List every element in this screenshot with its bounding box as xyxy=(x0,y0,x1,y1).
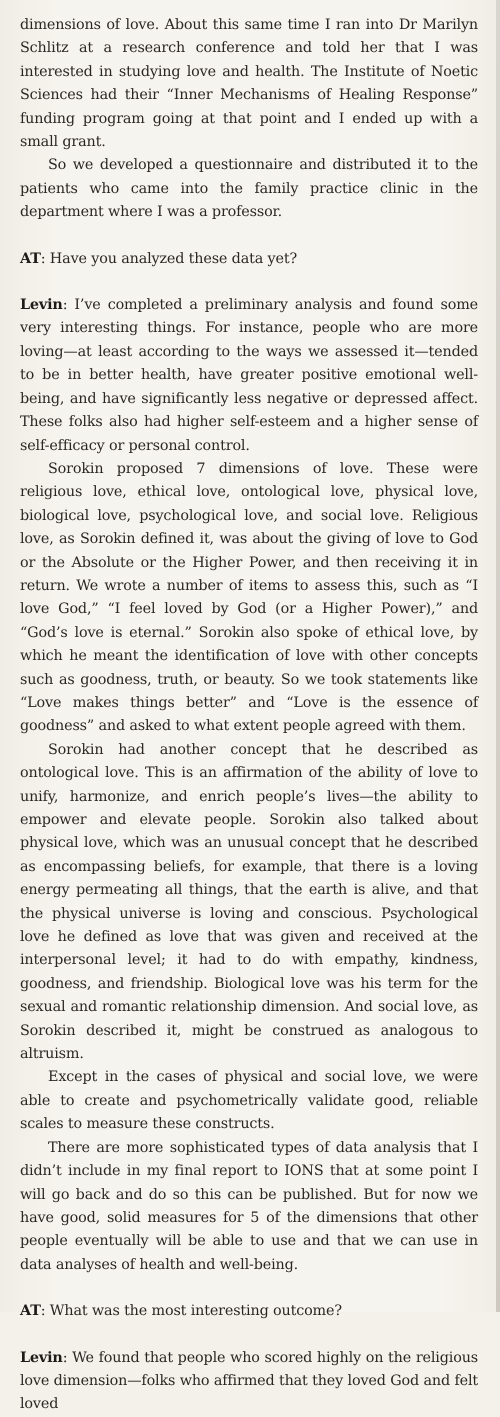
paragraph-1-text: dimensions of love. About this same time I ran into Dr Marilyn Schlitz at a research conference and told her that I was interested in studying love and health. The Institute of Noetic Sciences had their “Inner Mechanisms of Healing Response” funding program going at that point and I ended up with a small grant. xyxy=(20,17,478,151)
paragraph-2-text: So we developed a questionnaire and distributed it to the patients who came into the family practice clinic in the department where I was a professor. xyxy=(20,157,478,221)
paragraph-scales-text: Except in the cases of physical and social love, we were able to create and psychometrically validate good, reliable scales to measure these constructs. xyxy=(20,1069,478,1133)
paragraph-sorokin-dimensions xyxy=(20,458,478,739)
page-edge-divider xyxy=(496,0,500,1312)
speaker-levin: Levin xyxy=(20,1349,63,1366)
speaker-interviewer: AT xyxy=(20,1303,41,1320)
speaker-levin: Levin xyxy=(20,297,63,314)
paragraph-sorokin-dimensions-text: Sorokin proposed 7 dimensions of love. These were religious love, ethical love, ontological love, physical love, biological love, psychological love, and social love. Religious love, as Sorokin defined it, was about the giving of love to God or the Absolute or the Higher Power, and then receiving it in return. We wrote a number of items to assess this, such as “I love God,” “I feel loved by God (or a Higher Power),” and “God’s love is eternal.” Sorokin also spoke of ethical love, by which he meant the identification of love with other concepts such as goodness, truth, or beauty. So we took statements like “Love makes things better” and “Love is the essence of goodness” and asked to what extent people agreed with them. xyxy=(20,460,478,735)
paragraph-ontological-love-text: Sorokin had another concept that he described as ontological love. This is an affirmation of the ability of love to unify, harmonize, and enrich people’s lives—the ability to empower and elevate people. Sorokin also talked about physical love, which was an unusual concept that he described as encompassing beliefs, for example, that there is a loving energy permeating all things, that the earth is alive, and that the physical universe is loving and conscious. Psychological love he defined as love that was given and received at the interpersonal level; it had to do with empathy, kindness, goodness, and friendship. Biological love was his term for the sexual and romantic relationship dimension. And social love, as Sorokin described it, might be construed as analogous to altruism. xyxy=(20,741,478,1063)
answer-1 xyxy=(20,294,478,458)
answer-1-text: : I’ve completed a preliminary analysis and found some very interesting things. For instance, people who are more loving—at least according to the ways we assessed it—tended to be in better health, have greater positive emotional well-being, and have significantly less negative or depressed affect. These folks also had higher self-esteem and a higher sense of self-efficacy or personal control. xyxy=(20,297,478,454)
paragraph-analysis-text: There are more sophisticated types of data analysis that I didn’t include in my final report to IONS that at some point I will go back and do so this can be published. But for now we have good, solid measures for 5 of the dimensions that other people eventually will be able to use and that we can use in data analyses of health and well-being. xyxy=(20,1139,478,1273)
question-2-text: : What was the most interesting outcome? xyxy=(40,1303,342,1320)
paragraph-scales xyxy=(20,1066,478,1136)
answer-2 xyxy=(20,1347,478,1417)
paragraph-1 xyxy=(20,14,478,154)
question-1 xyxy=(20,248,478,271)
paragraph-2 xyxy=(20,154,478,224)
paragraph-ontological-love xyxy=(20,739,478,1067)
paragraph-analysis xyxy=(20,1137,478,1277)
question-1-text: : Have you analyzed these data yet? xyxy=(40,250,297,267)
answer-2-text: : We found that people who scored highly on the religious love dimension—folks who affirmed that they loved God and felt loved xyxy=(20,1349,478,1413)
speaker-interviewer: AT xyxy=(20,250,41,267)
